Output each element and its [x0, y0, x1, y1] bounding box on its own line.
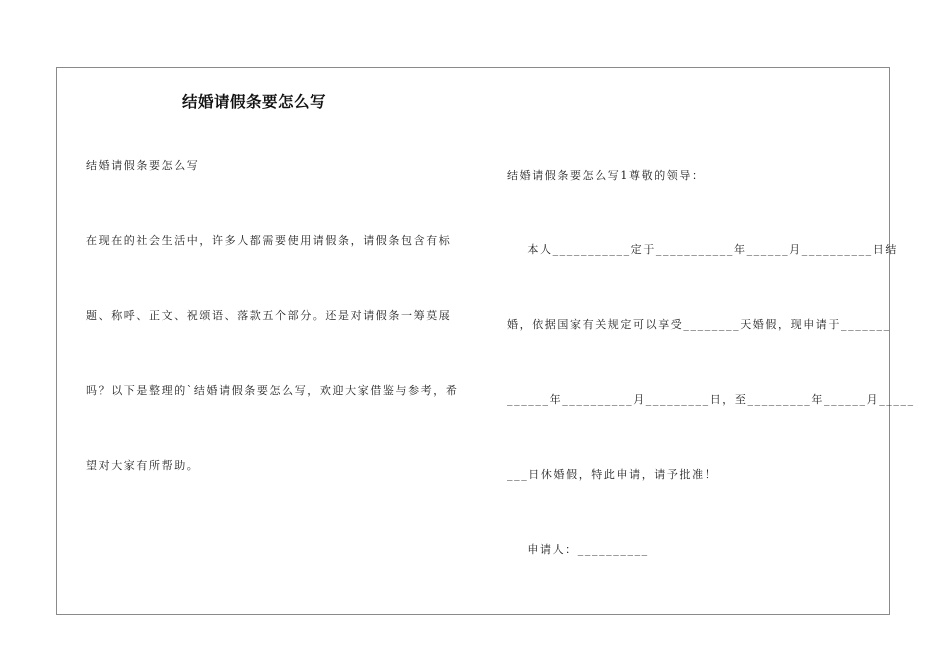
- page-frame: [56, 67, 890, 615]
- left-paragraph-line-2: 题、称呼、正文、祝颂语、落款五个部分。还是对请假条一筹莫展: [86, 309, 452, 322]
- left-paragraph-line-1: 在现在的社会生活中，许多人都需要使用请假条，请假条包含有标: [86, 234, 452, 247]
- right-body-line-4: ___日休婚假，特此申请，请予批准！: [507, 468, 718, 481]
- right-body-line-2: 婚，依据国家有关规定可以享受________天婚假，现申请于_______: [507, 318, 891, 331]
- left-paragraph-line-4: 望对大家有所帮助。: [86, 459, 200, 472]
- right-body-line-1: 本人___________定于___________年______月__________日结: [507, 243, 898, 256]
- right-body-line-3: ______年__________月_________日，至_________年______月_____: [507, 393, 915, 406]
- left-subtitle: 结婚请假条要怎么写: [86, 159, 200, 172]
- document-title: 结婚请假条要怎么写: [182, 93, 327, 111]
- right-heading-salutation: 结婚请假条要怎么写1尊敬的领导：: [507, 169, 705, 182]
- applicant-signature-line: 申请人：__________: [507, 543, 649, 556]
- left-paragraph-line-3: 吗？以下是整理的`结婚请假条要怎么写，欢迎大家借鉴与参考，希: [86, 384, 459, 397]
